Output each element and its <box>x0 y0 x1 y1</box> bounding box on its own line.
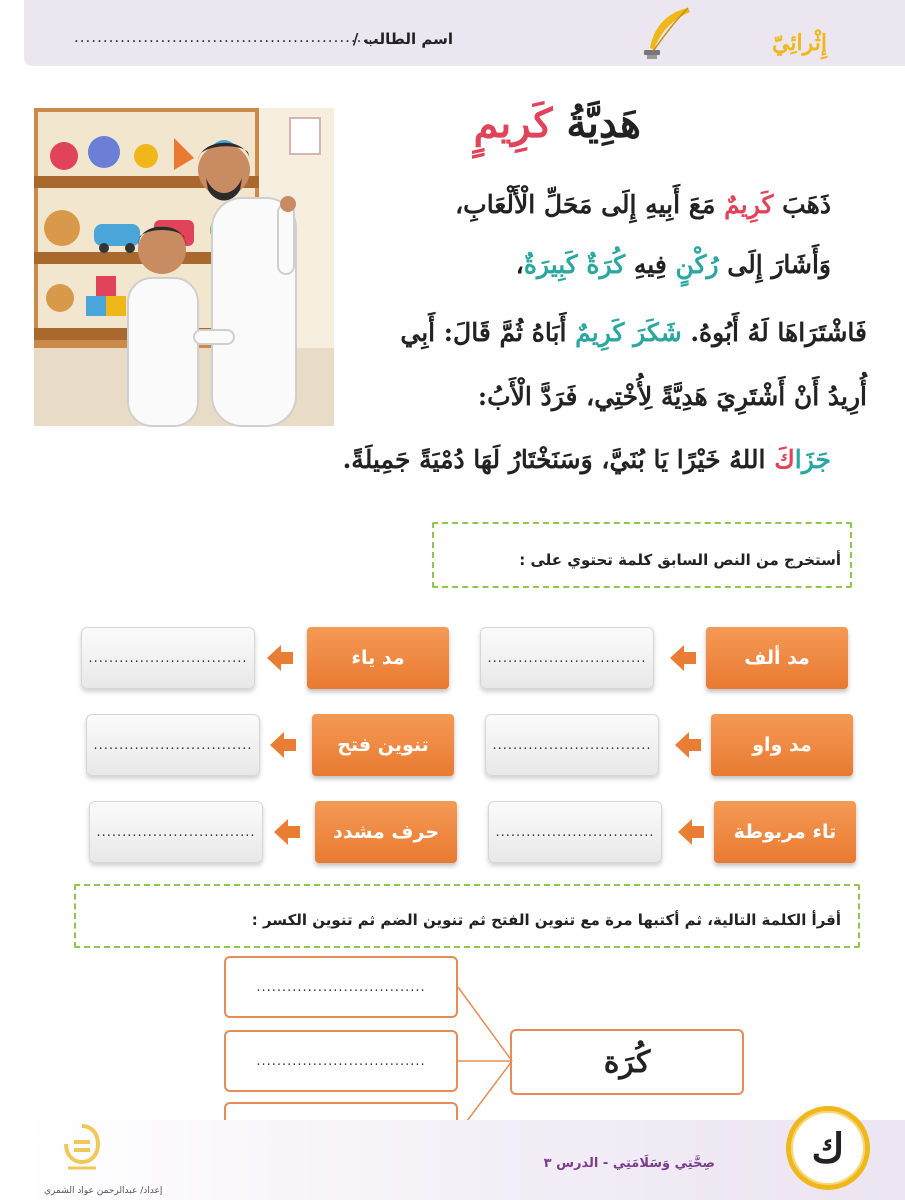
label-mad-yaa: مد ياء <box>307 627 449 689</box>
story-text: ذَهَبَ <box>773 190 831 219</box>
story-line-5 <box>343 445 831 474</box>
exercise-1-instruction: أستخرج من النص السابق كلمة تحتوي على : <box>519 551 841 569</box>
story-line-4: أُرِيدُ أَنْ أَشْتَرِيَ هَدِيَّةً لِأُخْتِي، فَرَدَّ الْأَبُ: <box>477 382 867 411</box>
answer-mad-yaa[interactable]: ............................... <box>81 627 255 689</box>
story-highlight: كَرِيمٌ <box>724 190 774 219</box>
title-part-1: هَدِيَّةُ <box>552 100 641 147</box>
feather-quill-icon <box>638 4 696 62</box>
answer-tanween-fath[interactable]: ............................... <box>86 714 260 776</box>
student-name-field[interactable]: ...................................................... <box>74 28 386 46</box>
label-mad-waw: مد واو <box>711 714 853 776</box>
toy-shop-illustration <box>34 108 334 426</box>
enrichment-label: إِثْرائِيّ <box>772 30 827 56</box>
footer-lesson-title: صِحَّتِي وَسَلَامَتِي - الدرس ٣ <box>543 1156 715 1171</box>
author-credit: إعداد/ عبدالرحمن عواد الشمري <box>44 1186 163 1196</box>
arrow-left-icon <box>272 817 302 847</box>
author-logo-icon <box>62 1124 102 1174</box>
arrow-left-icon <box>676 817 706 847</box>
story-highlight: رُكْنٍ <box>675 250 719 279</box>
title-part-2: كَرِيمٍ <box>473 100 553 147</box>
answer-mad-alif[interactable]: ............................... <box>480 627 654 689</box>
arrow-left-icon <box>265 643 295 673</box>
story-highlight: كُرَةٌ كَبِيرَةٌ <box>523 250 626 279</box>
label-tanween-fath: تنوين فتح <box>312 714 454 776</box>
arrow-left-icon <box>673 730 703 760</box>
word-kura: كُرَة <box>510 1029 744 1095</box>
answer-tanween-damm-box[interactable]: ................................. <box>224 1030 458 1092</box>
answer-taa-marbuta[interactable]: ............................... <box>488 801 662 863</box>
answer-harf-mushaddad[interactable]: ............................... <box>89 801 263 863</box>
story-text: مَعَ أَبِيهِ إِلَى مَحَلِّ الْأَلْعَابِ، <box>455 190 725 219</box>
story-text: فِيهِ <box>625 250 676 279</box>
story-highlight: جَزَا <box>794 445 831 474</box>
student-name-label: اسم الطالب / <box>352 30 453 48</box>
story-text: ، <box>515 250 524 279</box>
label-harf-mushaddad: حرف مشدد <box>315 801 457 863</box>
story-highlight: كَ <box>774 445 795 474</box>
story-line-2 <box>516 250 831 279</box>
story-text: فَاشْتَرَاهَا لَهُ أَبُوهُ. <box>681 318 867 347</box>
story-line-1 <box>455 190 831 219</box>
story-text: اللهُ خَيْرًا يَا بُنَيَّ، وَسَنَخْتَارُ لَهَا دُمْيَةً جَمِيلَةً. <box>342 445 775 474</box>
label-taa-marbuta: تاء مربوطة <box>714 801 856 863</box>
letter-badge: ك <box>786 1106 870 1190</box>
arrow-left-icon <box>268 730 298 760</box>
story-highlight: شَكَرَ كَرِيمٌ <box>575 318 682 347</box>
story-text: وَأَشَارَ إِلَى <box>718 250 831 279</box>
answer-mad-waw[interactable]: ............................... <box>485 714 659 776</box>
story-text: أَبَاهُ ثُمَّ قَالَ: أَبِي <box>400 318 576 347</box>
exercise-2-instruction: أقرأ الكلمة التالية، ثم أكتبها مرة مع تنوين الفتح ثم تنوين الضم ثم تنوين الكسر : <box>251 911 841 929</box>
story-illustration <box>34 108 334 426</box>
story-line-3 <box>400 318 867 347</box>
arrow-left-icon <box>668 643 698 673</box>
tree-connectors <box>458 985 512 1135</box>
story-title <box>474 100 641 147</box>
answer-tanween-fath-box[interactable]: ................................. <box>224 956 458 1018</box>
label-mad-alif: مد ألف <box>706 627 848 689</box>
